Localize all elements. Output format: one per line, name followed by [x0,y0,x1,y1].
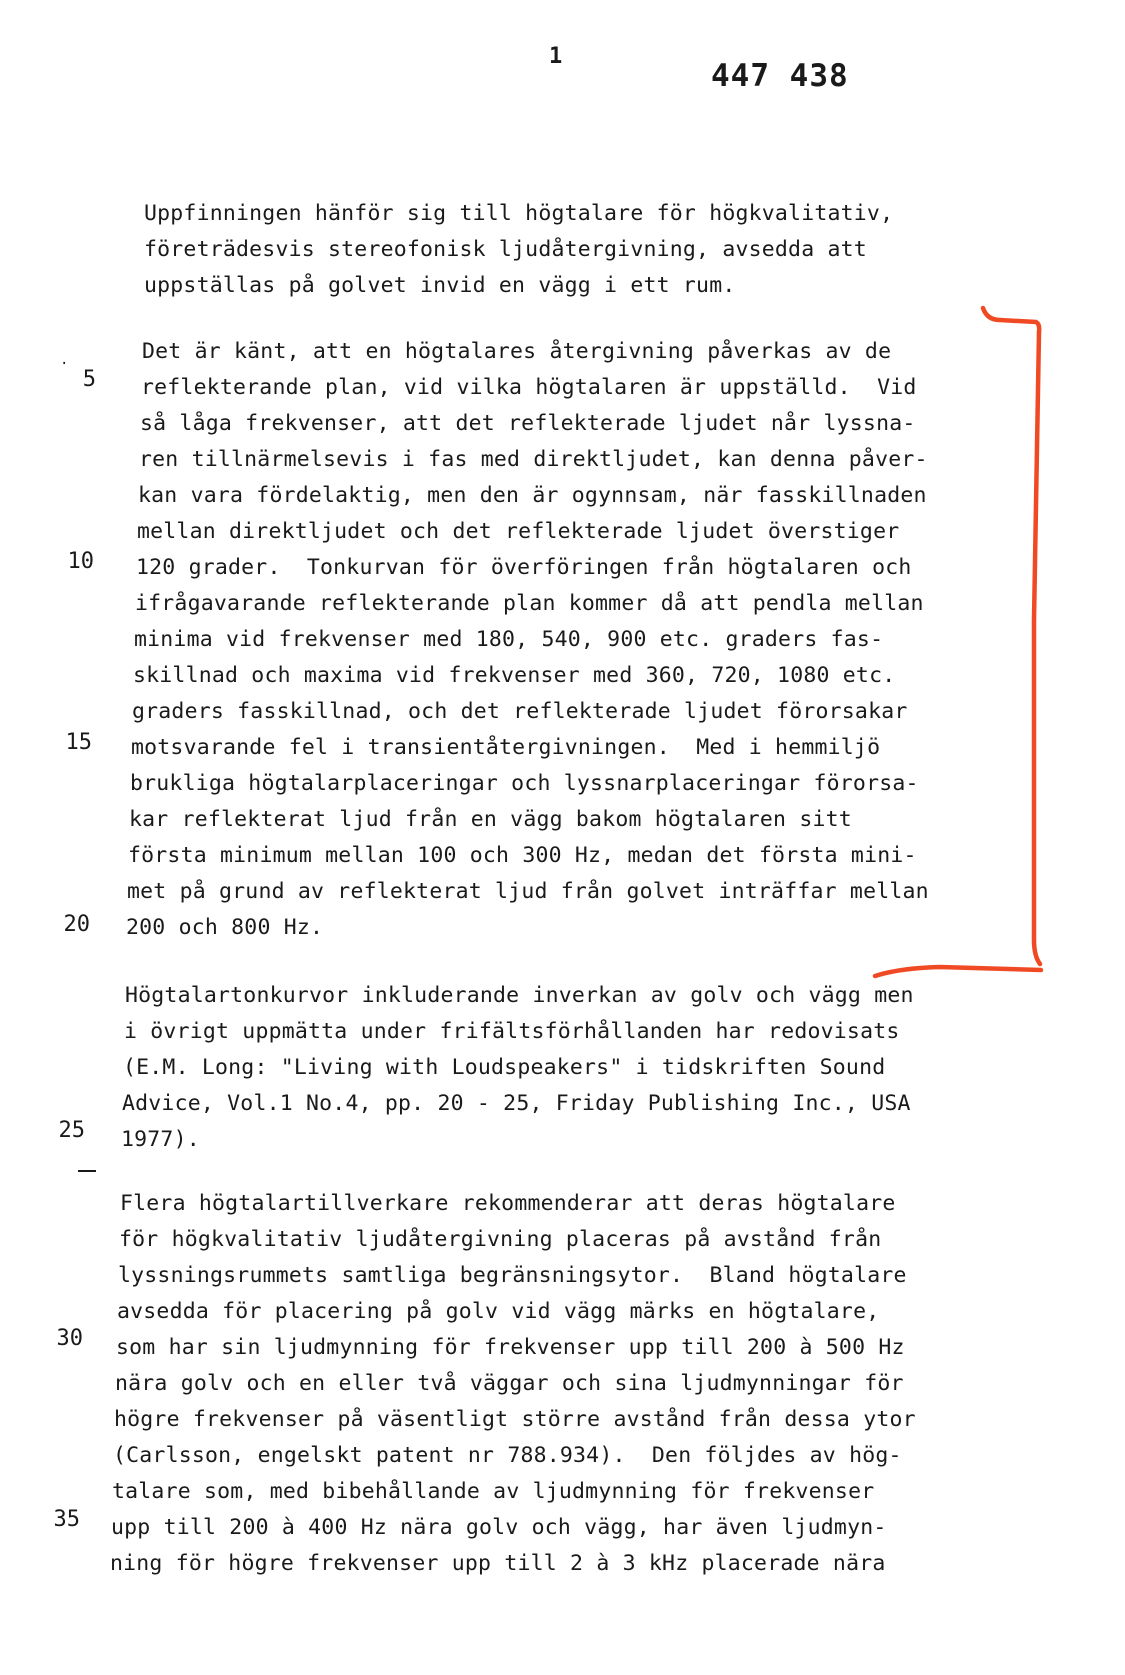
line-number: 20 [63,912,90,937]
text-line: 200 och 800 Hz. [126,915,324,940]
line-number: 10 [67,549,94,574]
page-number: 1 [549,44,563,69]
text-line: ning för högre frekvenser upp till 2 à 3 kHz placerade nära [110,1551,886,1576]
text-line: nära golv och en eller två väggar och sina ljudmynningar för [115,1371,904,1396]
bracket-vertical-stroke [1034,332,1040,964]
text-line: uppställas på golvet invid en vägg i ett rum. [144,273,736,298]
text-line: 1977). [121,1127,200,1152]
text-line: graders fasskillnad, och det reflekterade ljudet förorsakar [132,699,908,724]
text-line: ren tillnärmelsevis i fas med direktljudet, kan denna påver- [139,447,928,472]
document-number: 447 438 [711,58,849,94]
text-line: upp till 200 à 400 Hz nära golv och vägg, har även ljudmyn- [111,1515,887,1540]
text-line: talare som, med bibehållande av ljudmynning för frekvenser [112,1479,875,1504]
text-line: Uppfinningen hänför sig till högtalare för högkvalitativ, [144,201,894,226]
text-line: högre frekvenser på väsentligt större avstånd från dessa ytor [114,1407,916,1432]
text-line: skillnad och maxima vid frekvenser med 360, 720, 1080 etc. [133,663,896,688]
text-line: företrädesvis stereofonisk ljudåtergivning, avsedda att [144,237,867,262]
line-number: 15 [65,730,92,755]
text-line: brukliga högtalarplaceringar och lyssnarplaceringar förorsa- [130,771,919,796]
text-line: avsedda för placering på golv vid vägg märks en högtalare, [117,1299,880,1324]
text-line: met på grund av reflekterat ljud från golvet inträffar mellan [127,879,929,904]
line-number: 30 [56,1326,83,1351]
text-line: minima vid frekvenser med 180, 540, 900 etc. graders fas- [134,627,884,652]
margin-mark: · [60,356,69,372]
line-number: 35 [53,1507,80,1532]
text-line: (E.M. Long: "Living with Loudspeakers" i tidskriften Sound [123,1055,886,1080]
text-line: ifrågavarande reflekterande plan kommer då att pendla mellan [135,591,924,616]
bracket-top-stroke [983,308,1039,332]
bracket-bottom-stroke [875,967,1041,976]
text-line: i övrigt uppmätta under frifältsförhållanden har redovisats [124,1019,900,1044]
text-line: så låga frekvenser, att det reflekterade ljudet når lyssna- [140,411,916,436]
text-line: kar reflekterat ljud från en vägg bakom högtalaren sitt [129,807,852,832]
text-line: som har sin ljudmynning för frekvenser upp till 200 à 500 Hz [116,1335,905,1360]
text-line: reflekterande plan, vid vilka högtalaren är uppställd. Vid [141,375,917,400]
text-line: Flera högtalartillverkare rekommenderar att deras högtalare [120,1191,896,1216]
text-line: 120 grader. Tonkurvan för överföringen från högtalaren och [136,555,912,580]
text-line: Högtalartonkurvor inkluderande inverkan av golv och vägg men [125,983,914,1008]
text-line: lyssningsrummets samtliga begränsningsytor. Bland högtalare [118,1263,907,1288]
text-line: motsvarande fel i transientåtergivningen. Med i hemmiljö [131,735,881,760]
line-number: 25 [58,1118,85,1143]
text-line: mellan direktljudet och det reflekterade ljudet överstiger [137,519,900,544]
text-line: kan vara fördelaktig, men den är ogynnsam, när fasskillnaden [138,483,927,508]
text-line: för högkvalitativ ljudåtergivning placeras på avstånd från [119,1227,882,1252]
text-line: Det är känt, att en högtalares återgivning påverkas av de [142,339,892,364]
text-line: (Carlsson, engelskt patent nr 788.934). Den följdes av hög- [113,1443,902,1468]
text-line: Advice, Vol.1 No.4, pp. 20 - 25, Friday Publishing Inc., USA [122,1091,911,1116]
line-number: 5 [82,367,96,392]
text-line: första minimum mellan 100 och 300 Hz, medan det första mini- [128,843,917,868]
